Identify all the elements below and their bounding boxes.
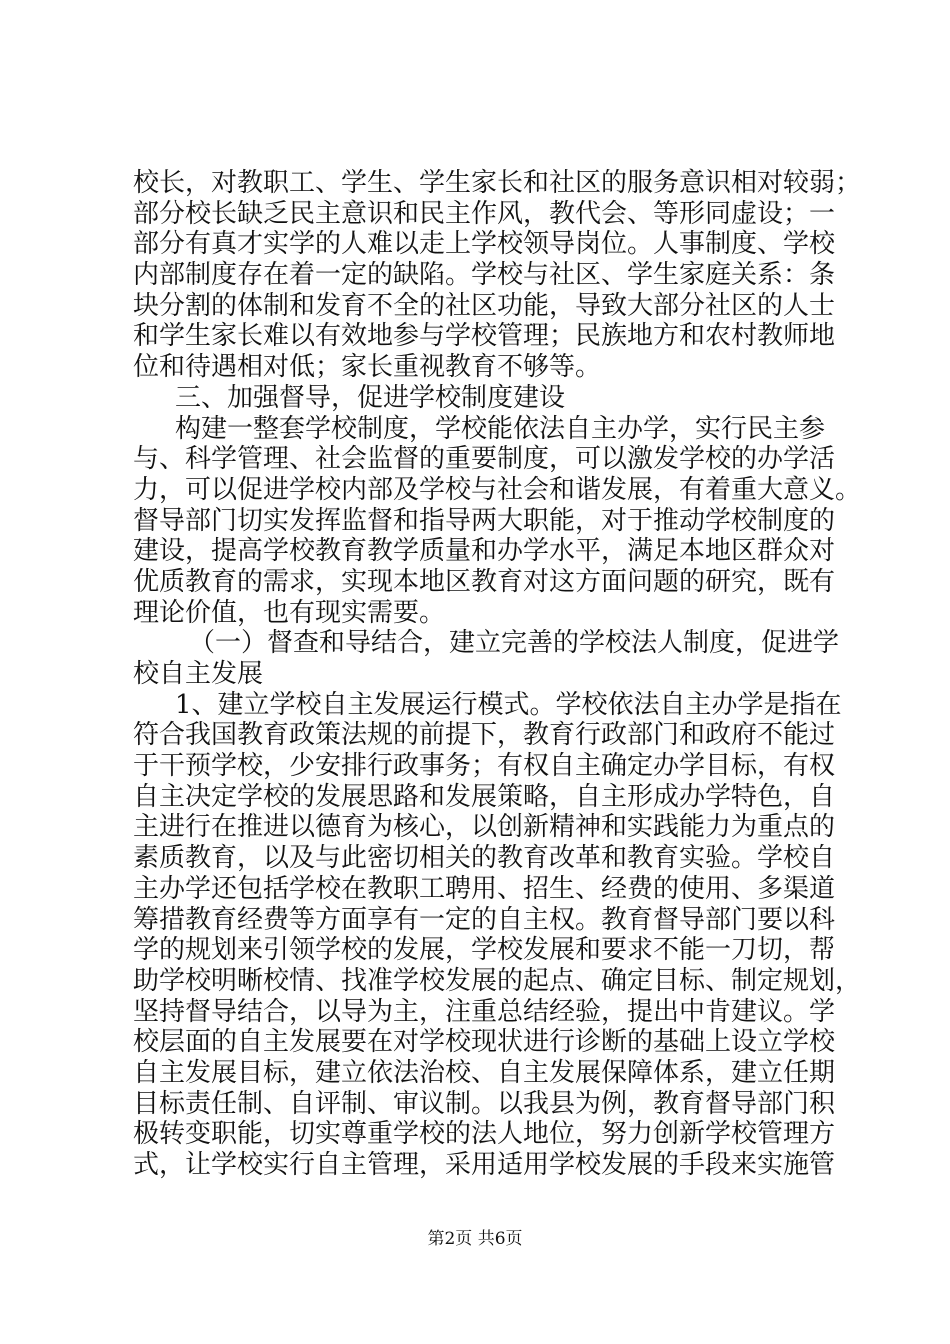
text-line: 内部制度存在着一定的缺陷。学校与社区、学生家庭关系：条	[133, 260, 836, 291]
subsection-heading-continued: 校自主发展	[133, 659, 264, 689]
text-line: 自主决定学校的发展思路和发展策略，自主形成办学特色，自	[133, 781, 836, 812]
text-line: 优质教育的需求，实现本地区教育对这方面问题的研究，既有	[133, 566, 836, 597]
page-footer: 第2页 共6页	[427, 1229, 523, 1249]
text-line: 筹措教育经费等方面享有一定的自主权。教育督导部门要以科	[133, 904, 836, 935]
text-line: 块分割的体制和发育不全的社区功能，导致大部分社区的人士	[133, 290, 836, 321]
text-line: 素质教育，以及与此密切相关的教育改革和教育实验。学校自	[133, 843, 836, 874]
text-line: 部分有真才实学的人难以走上学校领导岗位。人事制度、学校	[133, 229, 836, 260]
text-line: 目标责任制、自评制、审议制。以我县为例，教育督导部门积	[133, 1088, 836, 1119]
text-line: 理论价值，也有现实需要。	[133, 597, 446, 628]
document-body	[133, 168, 862, 1181]
text-line: 极转变职能，切实尊重学校的法人地位，努力创新学校管理方	[133, 1119, 836, 1150]
text-line: 主办学还包括学校在教职工聘用、招生、经费的使用、多渠道	[133, 873, 836, 904]
text-line: 校层面的自主发展要在对学校现状进行诊断的基础上设立学校	[133, 1027, 836, 1058]
text-line: 位和待遇相对低；家长重视教育不够等。	[133, 352, 602, 383]
text-line: 符合我国教育政策法规的前提下，教育行政部门和政府不能过	[133, 720, 836, 751]
text-line: 1、建立学校自主发展运行模式。学校依法自主办学是指在	[175, 689, 842, 720]
text-line: 与、科学管理、社会监督的重要制度，可以激发学校的办学活	[133, 444, 836, 475]
section-heading: 三、加强督导，促进学校制度建设	[175, 382, 566, 413]
text-line: 坚持督导结合，以导为主，注重总结经验，提出中肯建议。学	[133, 996, 836, 1027]
text-line: 主进行在推进以德育为核心，以创新精神和实践能力为重点的	[133, 812, 836, 843]
text-line: 力，可以促进学校内部及学校与社会和谐发展，有着重大意义。	[133, 474, 862, 505]
subsection-heading: （一）督查和导结合，建立完善的学校法人制度，促进学	[189, 628, 840, 659]
text-line: 学的规划来引领学校的发展，学校发展和要求不能一刀切，帮	[133, 935, 836, 966]
text-line: 式，让学校实行自主管理，采用适用学校发展的手段来实施管	[133, 1150, 836, 1180]
text-line: 和学生家长难以有效地参与学校管理；民族地方和农村教师地	[133, 321, 836, 352]
text-line: 建设，提高学校教育教学质量和办学水平，满足本地区群众对	[133, 536, 836, 567]
text-line: 构建一整套学校制度，学校能依法自主办学，实行民主参	[175, 413, 826, 444]
text-line: 于干预学校，少安排行政事务；有权自主确定办学目标，有权	[133, 751, 836, 782]
text-line: 校长，对教职工、学生、学生家长和社区的服务意识相对较弱；	[133, 168, 862, 198]
text-line: 助学校明晰校情、找准学校发展的起点、确定目标、制定规划，	[133, 965, 862, 996]
text-line: 部分校长缺乏民主意识和民主作风，教代会、等形同虚设；一	[133, 198, 836, 229]
text-line: 自主发展目标，建立依法治校、自主发展保障体系，建立任期	[133, 1057, 836, 1088]
text-line: 督导部门切实发挥监督和指导两大职能，对于推动学校制度的	[133, 505, 836, 536]
